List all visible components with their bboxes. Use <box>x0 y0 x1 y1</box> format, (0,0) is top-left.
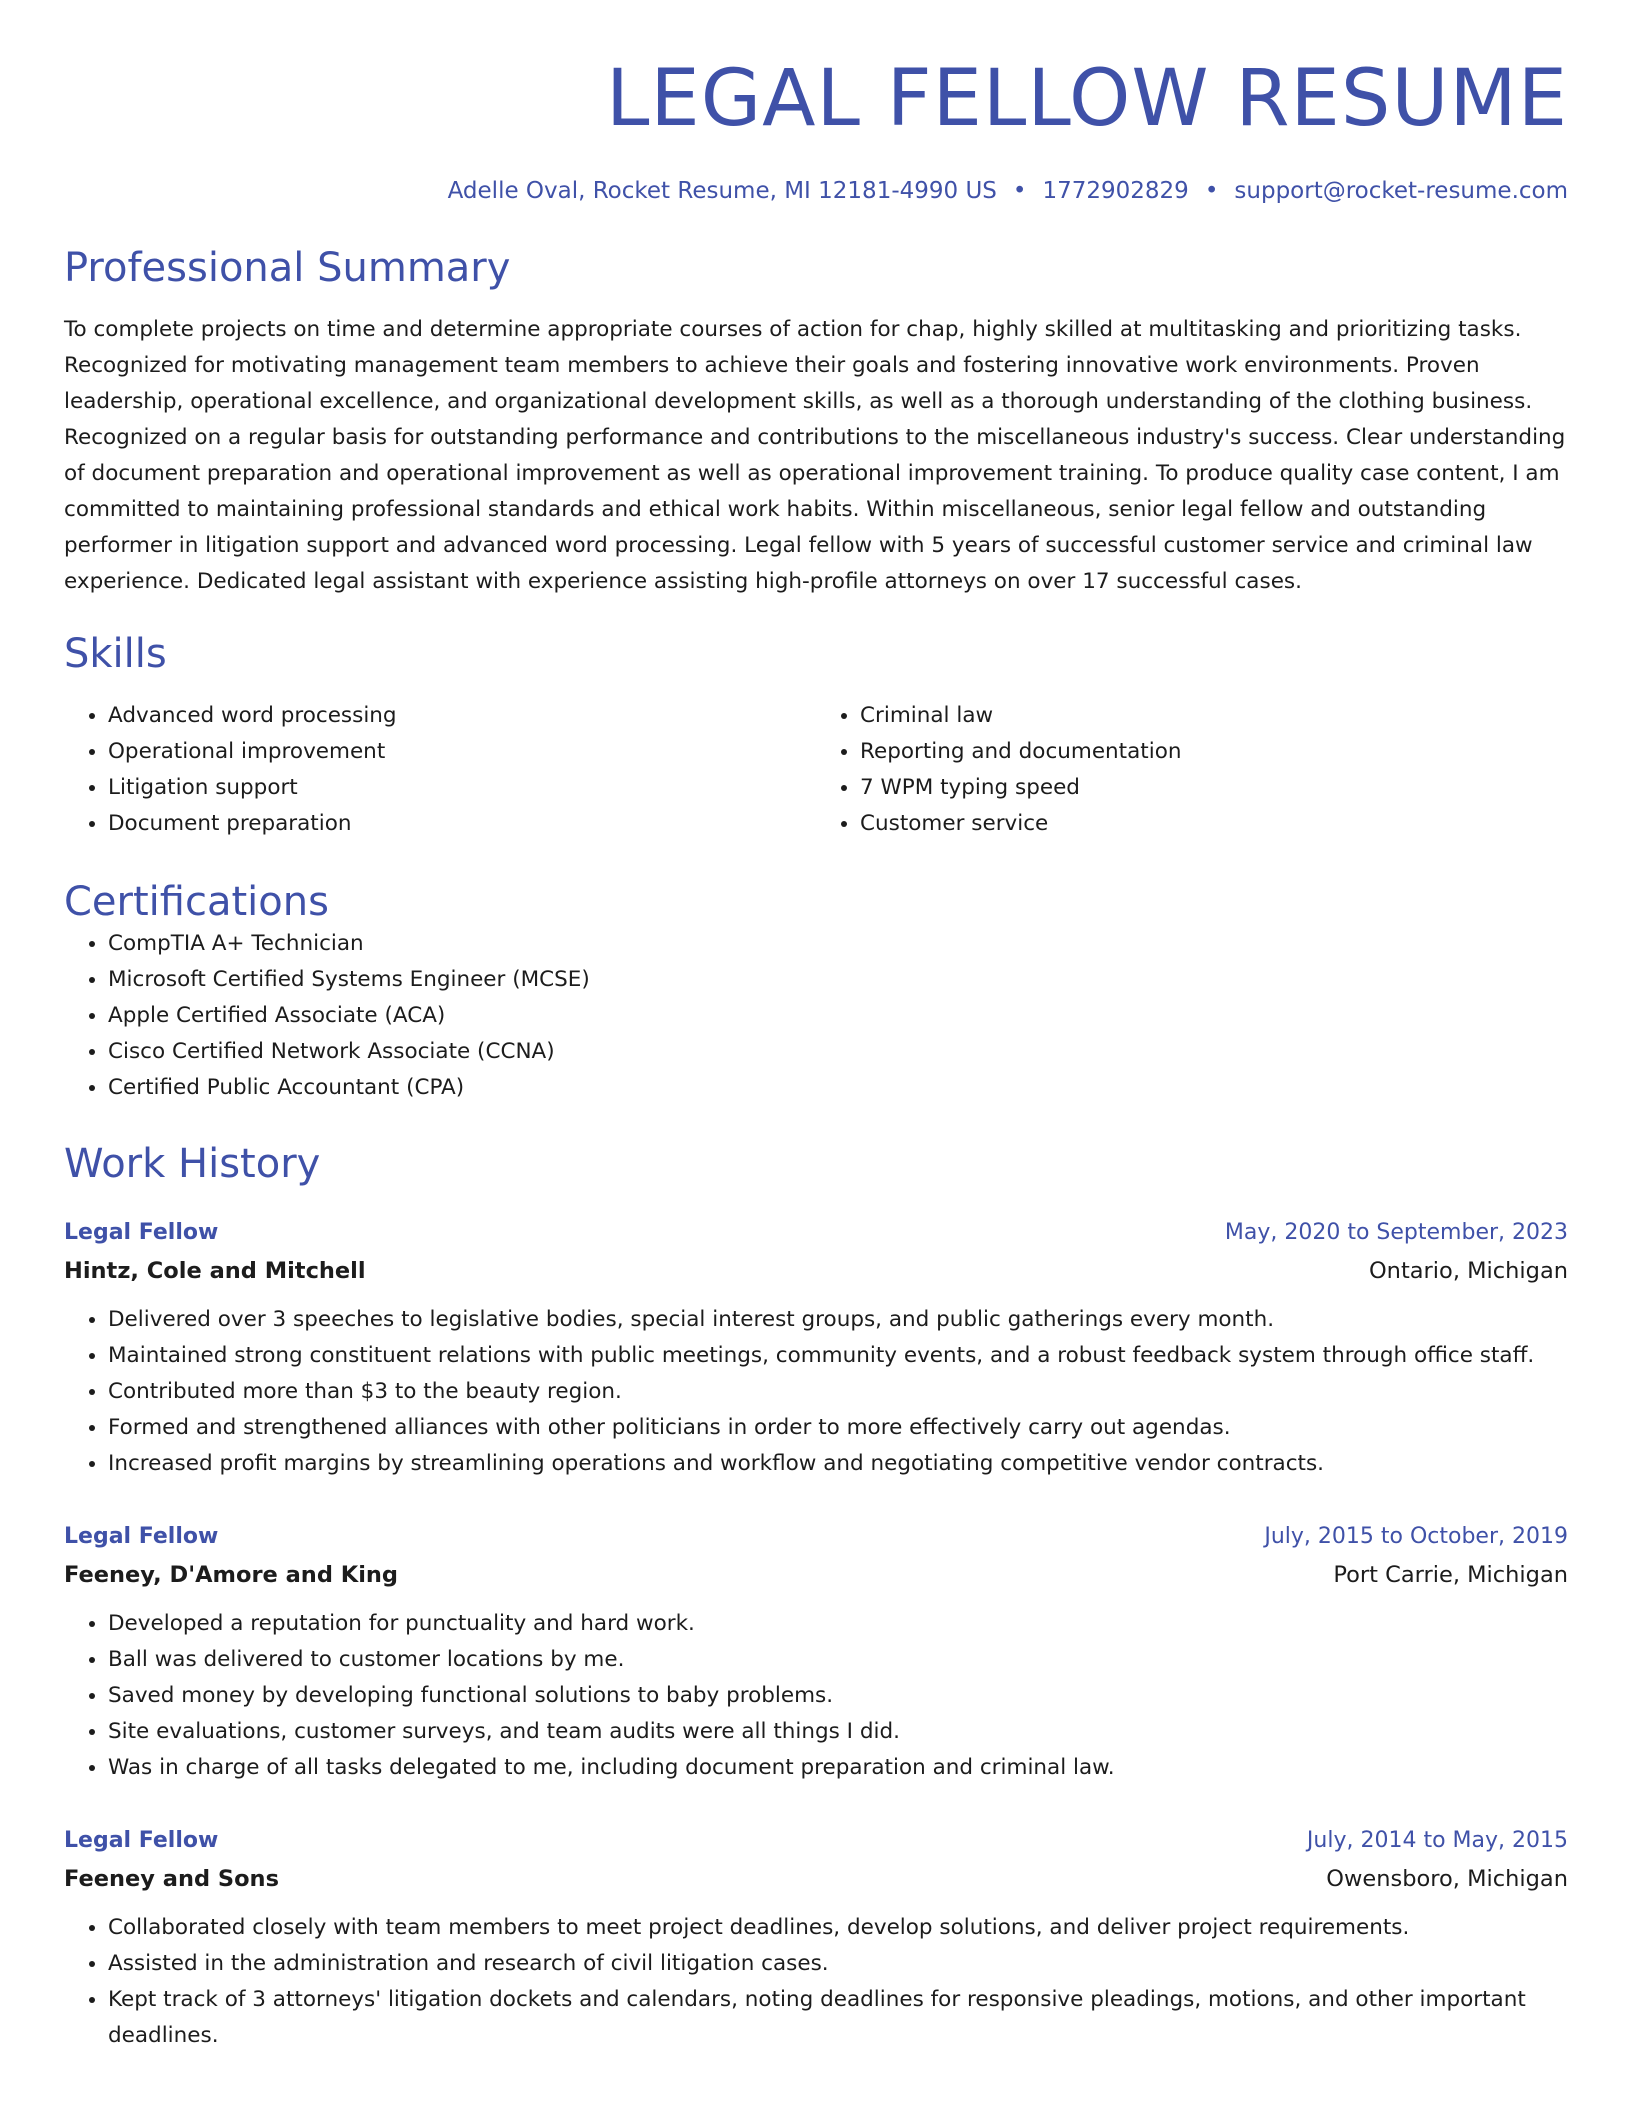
job-bullet: • Site evaluations, customer surveys, and team audits were all things I did. <box>108 1714 1568 1750</box>
job-dates: July, 2015 to October, 2019 <box>1264 1524 1568 1549</box>
certification-item: • Cisco Certified Network Associate (CCNA) <box>108 1034 1568 1070</box>
job-company: Feeney and Sons <box>64 1866 279 1892</box>
job-company-row <box>64 1252 1568 1290</box>
certification-item: • Certified Public Accountant (CPA) <box>108 1070 1568 1106</box>
contact-email[interactable]: support@rocket-resume.com <box>1234 178 1568 204</box>
resume-title: LEGAL FELLOW RESUME <box>605 54 1568 144</box>
skills-heading: Skills <box>64 631 167 677</box>
work-history-heading: Work History <box>64 1141 321 1187</box>
job-bullet: • Maintained strong constituent relations with public meetings, community events, and a robust feedback system through office staff. <box>108 1338 1568 1374</box>
job-location: Ontario, Michigan <box>1368 1258 1568 1284</box>
job-header-row <box>64 1822 1568 1860</box>
job-header-row <box>64 1214 1568 1252</box>
job-title: Legal Fellow <box>64 1524 219 1549</box>
contact-address: Adelle Oval, Rocket Resume, MI 12181-4990 US <box>447 178 997 204</box>
contact-separator: • <box>1204 178 1219 204</box>
job-entry <box>64 1214 1568 1482</box>
skill-item: • Customer service <box>860 806 1568 842</box>
certifications-list <box>64 926 1568 1106</box>
job-bullet: • Increased profit margins by streamlining operations and workflow and negotiating competitive vendor contracts. <box>108 1446 1568 1482</box>
job-bullet: • Was in charge of all tasks delegated to me, including document preparation and criminal law. <box>108 1750 1568 1786</box>
job-header-row <box>64 1518 1568 1556</box>
certification-item: • CompTIA A+ Technician <box>108 926 1568 962</box>
job-bullet: • Saved money by developing functional solutions to baby problems. <box>108 1678 1568 1714</box>
job-bullet: • Contributed more than $3 to the beauty region. <box>108 1374 1568 1410</box>
contact-phone[interactable]: 1772902829 <box>1042 178 1189 204</box>
job-location: Owensboro, Michigan <box>1326 1866 1568 1892</box>
skills-grid <box>64 698 1568 842</box>
job-bullets <box>64 1302 1568 1482</box>
job-bullets <box>64 1606 1568 1786</box>
job-bullet: • Developed a reputation for punctuality and hard work. <box>108 1606 1568 1642</box>
job-bullet: • Kept track of 3 attorneys' litigation dockets and calendars, noting deadlines for responsive pleadings, motions, and other important deadlines. <box>108 1982 1568 2054</box>
job-bullets <box>64 1910 1568 2054</box>
job-company-row <box>64 1556 1568 1594</box>
job-company: Feeney, D'Amore and King <box>64 1562 399 1588</box>
skills-list-right <box>816 698 1568 842</box>
skill-item: • Advanced word processing <box>108 698 816 734</box>
job-location: Port Carrie, Michigan <box>1333 1562 1568 1588</box>
job-dates: May, 2020 to September, 2023 <box>1224 1220 1568 1245</box>
certification-item: • Microsoft Certified Systems Engineer (MCSE) <box>108 962 1568 998</box>
skill-item: • Litigation support <box>108 770 816 806</box>
job-title: Legal Fellow <box>64 1828 219 1853</box>
contact-line <box>64 178 1568 204</box>
contact-separator: • <box>1012 178 1027 204</box>
skill-item: • Criminal law <box>860 698 1568 734</box>
job-bullet: • Assisted in the administration and research of civil litigation cases. <box>108 1946 1568 1982</box>
skills-list-left <box>64 698 816 842</box>
summary-heading: Professional Summary <box>64 245 511 291</box>
skill-item: • Operational improvement <box>108 734 816 770</box>
job-entry <box>64 1518 1568 1786</box>
job-dates: July, 2014 to May, 2015 <box>1306 1828 1568 1853</box>
job-entry <box>64 1822 1568 2054</box>
skill-item: • Document preparation <box>108 806 816 842</box>
skill-item: • Reporting and documentation <box>860 734 1568 770</box>
job-bullet: • Ball was delivered to customer locations by me. <box>108 1642 1568 1678</box>
job-bullet: • Formed and strengthened alliances with other politicians in order to more effectively carry out agendas. <box>108 1410 1568 1446</box>
job-bullet: • Delivered over 3 speeches to legislative bodies, special interest groups, and public gatherings every month. <box>108 1302 1568 1338</box>
summary-text: To complete projects on time and determine appropriate courses of action for chap, highly skilled at multitasking and prioritizing tasks. Recognized for motivating management team members to achieve their goals and fostering innovative work environments. Proven leadership, operational excellence, and organizational development skills, as well as a thorough understanding of the clothing business. Recognized on a regular basis for outstanding performance and contributions to the miscellaneous industry's success. Clear understanding of document preparation and operational improvement as well as operational improvement training. To produce quality case content, I am committed to maintaining professional standards and ethical work habits. Within miscellaneous, senior legal fellow and outstanding performer in litigation support and advanced word processing. Legal fellow with 5 years of successful customer service and criminal law experience. Dedicated legal assistant with experience assisting high-profile attorneys on over 17 successful cases. <box>64 317 1566 594</box>
job-title: Legal Fellow <box>64 1220 219 1245</box>
job-bullet: • Collaborated closely with team members to meet project deadlines, develop solutions, and deliver project requirements. <box>108 1910 1568 1946</box>
certifications-heading: Certifications <box>64 879 329 925</box>
job-company: Hintz, Cole and Mitchell <box>64 1258 366 1284</box>
job-company-row <box>64 1860 1568 1898</box>
certification-item: • Apple Certified Associate (ACA) <box>108 998 1568 1034</box>
skill-item: • 7 WPM typing speed <box>860 770 1568 806</box>
